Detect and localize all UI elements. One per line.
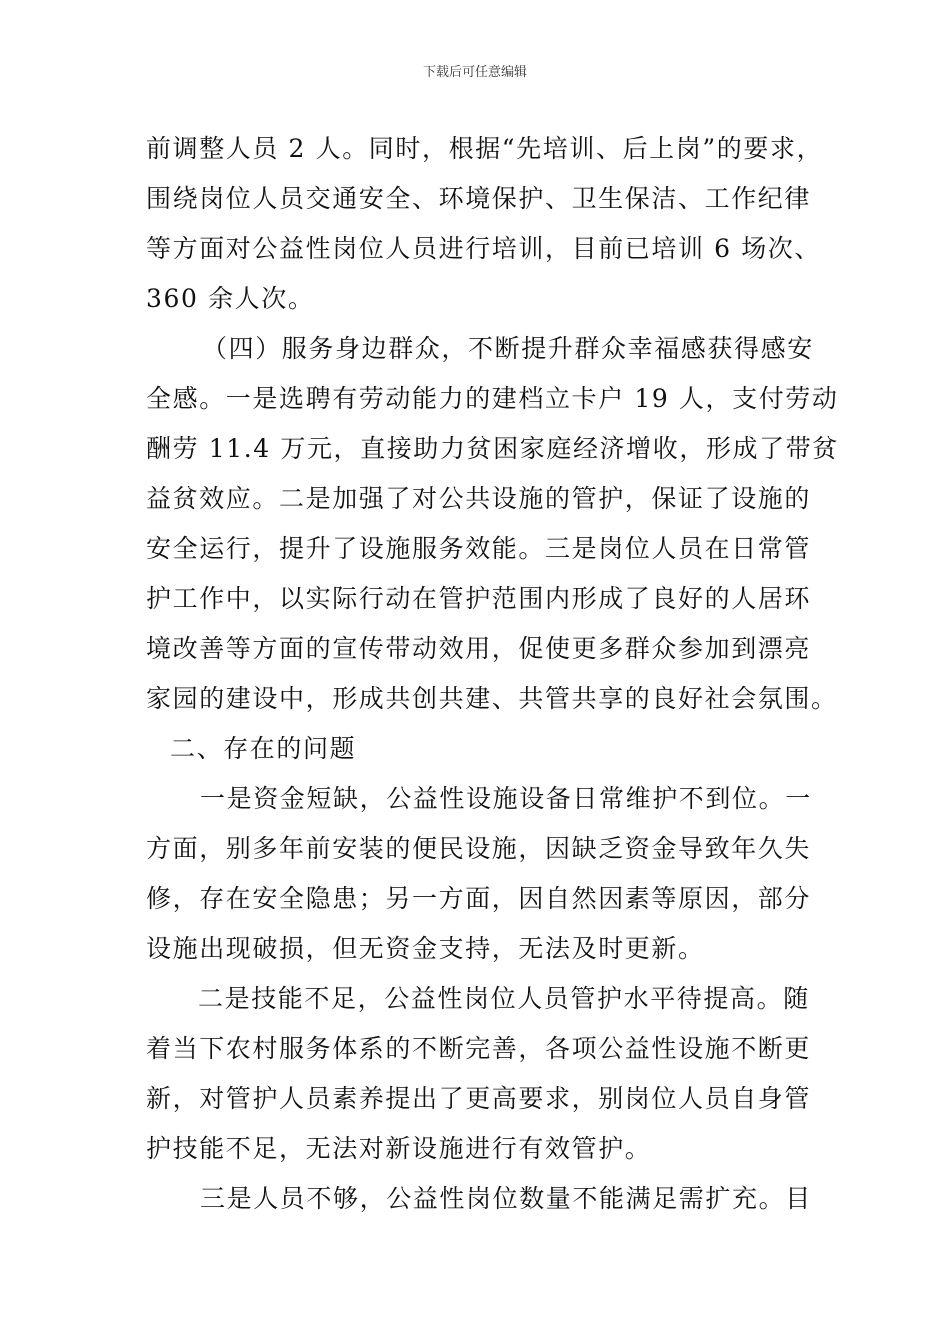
text-line: 酬劳 11.4 万元，直接助力贫困家庭经济增收，形成了带贫 [146,434,839,463]
text-line: 护技能不足，无法对新设施进行有效管护。 [146,1134,652,1163]
text-line: 家园的建设中，形成共创共建、共管共享的良好社会氛围。 [146,684,838,713]
text-line: 护工作中，以实际行动在管护范围内形成了良好的人居环 [146,584,812,613]
text-line: 设施出现破损，但无资金支持，无法及时更新。 [146,934,705,963]
text-line: 新，对管护人员素养提出了更高要求，别岗位人员自身管 [146,1084,812,1113]
text-line: 安全运行，提升了设施服务效能。三是岗位人员在日常管 [146,534,812,563]
page-header: 下载后可任意编辑 [422,65,527,80]
text-line: 全感。一是选聘有劳动能力的建档立卡户 19 人，支付劳动 [146,384,839,413]
section-heading-line: （四）服务身边群众，不断提升群众幸福感获得感安 [202,334,814,363]
text-line: 修，存在安全隐患；另一方面，因自然因素等原因，部分 [146,884,812,913]
paragraph-start-line: 一是资金短缺，公益性设施设备日常维护不到位。一 [200,784,812,813]
document-body [146,124,839,1224]
text-line: 境改善等方面的宣传带动效用，促使更多群众参加到漂亮 [146,634,812,663]
paragraph-start-line: 二是技能不足，公益性岗位人员管护水平待提高。随 [198,984,810,1013]
text-line: 益贫效应。二是加强了对公共设施的管护，保证了设施的 [146,484,812,513]
text-line: 360 余人次。 [146,284,315,313]
text-line: 着当下农村服务体系的不断完善，各项公益性设施不断更 [146,1034,812,1063]
paragraph-start-line: 三是人员不够，公益性岗位数量不能满足需扩充。目 [200,1184,812,1213]
text-line: 前调整人员 2 人。同时，根据“先培训、后上岗”的要求， [146,134,824,163]
text-line: 围绕岗位人员交通安全、环境保护、卫生保洁、工作纪律 [146,184,812,213]
text-line: 方面，别多年前安装的便民设施，因缺乏资金导致年久失 [146,834,812,863]
text-line: 等方面对公益性岗位人员进行培训，目前已培训 6 场次、 [146,234,822,263]
section-title: 二、存在的问题 [170,734,357,763]
